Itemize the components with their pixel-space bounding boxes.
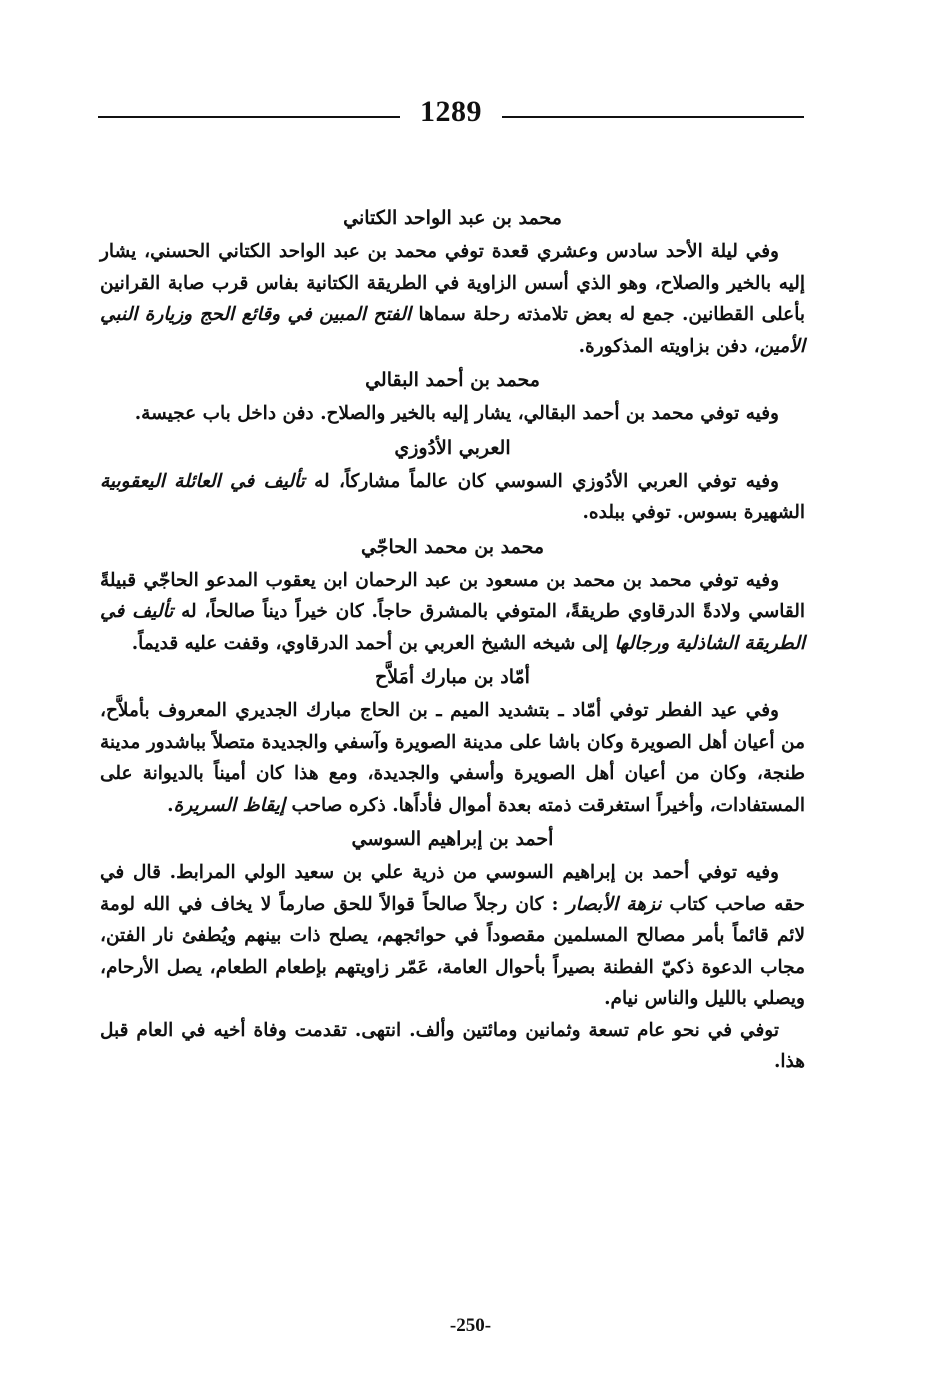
entry-body bbox=[100, 398, 805, 430]
entry-text: وفيه توفي أحمد بن إبراهيم السوسي من ذرية علي بن سعيد الولي المرابط. قال في حقه صاحب كتاب bbox=[100, 862, 805, 915]
entry-title: العربي الأدُوزي bbox=[394, 436, 511, 459]
year-heading: 1289 bbox=[420, 95, 482, 128]
page-header bbox=[98, 92, 804, 132]
entry-text-end: ، دفن بزاويته المذكورة. bbox=[578, 335, 760, 357]
page-number: -250- bbox=[449, 1315, 492, 1336]
entry bbox=[100, 659, 805, 821]
entry-title: محمد بن أحمد البقالي bbox=[365, 369, 540, 391]
entry bbox=[100, 362, 805, 430]
entry-body bbox=[100, 695, 805, 821]
entry-text-end: الشهيرة بسوس. توفي ببلده. bbox=[582, 502, 805, 523]
book-title: إيقاظ السريرة bbox=[173, 794, 285, 816]
entry-text: وفي عيد الفطر توفي أمّاد ـ بتشديد الميم ـ بن الحاج مبارك الجديري المعروف بأملاَّح، من أعيان أهل الصويرة وكان باشا على مدينة الصويرة وآسفي والجديدة متصلاً بباشدور مدينة طنجة، وكان من أعيان أهل الصويرة وأسفي والجديدة، ومع هذا كان أميناً بالديوانة على المستفادات، وأخيراً استغرقت ذمته بعدة أموال فأداًها. ذكره صاحب bbox=[100, 700, 805, 816]
entry bbox=[100, 821, 805, 1078]
entry-body bbox=[100, 236, 805, 362]
entry bbox=[100, 430, 805, 529]
entry bbox=[100, 529, 805, 660]
entry-text: وفيه توفي محمد بن محمد بن مسعود بن عبد الرحمان ابن يعقوب المدعو الحاجّي قبيلةً القاسي ولادةً الدرقاوي طريقةً، المتوفي بالمشرق حاجاً. كان خيراً ديناً صالحاً، له bbox=[100, 569, 806, 622]
entry-title: محمد بن عبد الواحد الكتاني bbox=[343, 207, 562, 229]
header-rule-right bbox=[502, 116, 804, 118]
entry-body bbox=[100, 565, 805, 660]
book-title: تأليف في العائلة اليعقوبية bbox=[100, 470, 305, 492]
entry-title: أحمد بن إبراهيم السوسي bbox=[351, 828, 554, 850]
book-title: نزهة الأبصار bbox=[566, 893, 662, 915]
entry-body bbox=[100, 466, 805, 529]
entry-text-end: إلى شيخه الشيخ العربي بن أحمد الدرقاوي، وقفت عليه قديماً. bbox=[131, 632, 615, 654]
entry-title: أمّاد بن مبارك أمَلاَّح bbox=[375, 666, 530, 688]
entry-title: محمد بن محمد الحاجّي bbox=[360, 535, 545, 558]
book-title: الفتح المبين في وقائع الحج وزيارة النبي الأمين bbox=[100, 304, 805, 357]
entry-body bbox=[100, 857, 805, 1015]
book-title: تأليف في الطريقة الشاذلية ورجالها bbox=[100, 601, 805, 654]
page-content bbox=[100, 200, 805, 1078]
entry-text: وفي ليلة الأحد سادس وعشري قعدة توفي محمد بن عبد الواحد الكتاني الحسني، يشار إليه بالخير والصلاح، وهو الذي أسس الزاوية في الطريقة الكتانية بفاس قرب صابة القرانين بأعلى القطانين. جمع له بعض تلامذته رحلة سماها bbox=[100, 241, 805, 325]
entry bbox=[100, 200, 805, 362]
entry-text: وفيه توفي محمد بن أحمد البقالي، يشار إليه بالخير والصلاح. دفن داخل باب عجيسة. bbox=[134, 403, 779, 424]
header-rule-left bbox=[98, 116, 400, 118]
entry-text-end: . bbox=[167, 794, 174, 816]
closing-paragraph: توفي في نحو عام تسعة وثمانين ومائتين وألف. انتهى. تقدمت وفاة أخيه في العام قبل هذا. bbox=[100, 1019, 805, 1072]
entry-text-end: : كان رجلاً صالحاً قوالاً للحق صارماً لا يخاف في الله لومة لائم قائماً بأمر مصالح المسلمين مقصوداً في حوائجهم، يصلح ذات بينهم ويُطفئ نار الفتن، مجاب الدعوة ذكيّ الفطنة بصيراً بأحوال العامة، عَمّر زاويتهم بإطعام الطعام، يصل الأرحام، ويصلي بالليل والناس نيام. bbox=[100, 893, 805, 1009]
entry-text: وفيه توفي العربي الأدُوزي السوسي كان عالماً مشاركاً، له bbox=[304, 470, 779, 492]
